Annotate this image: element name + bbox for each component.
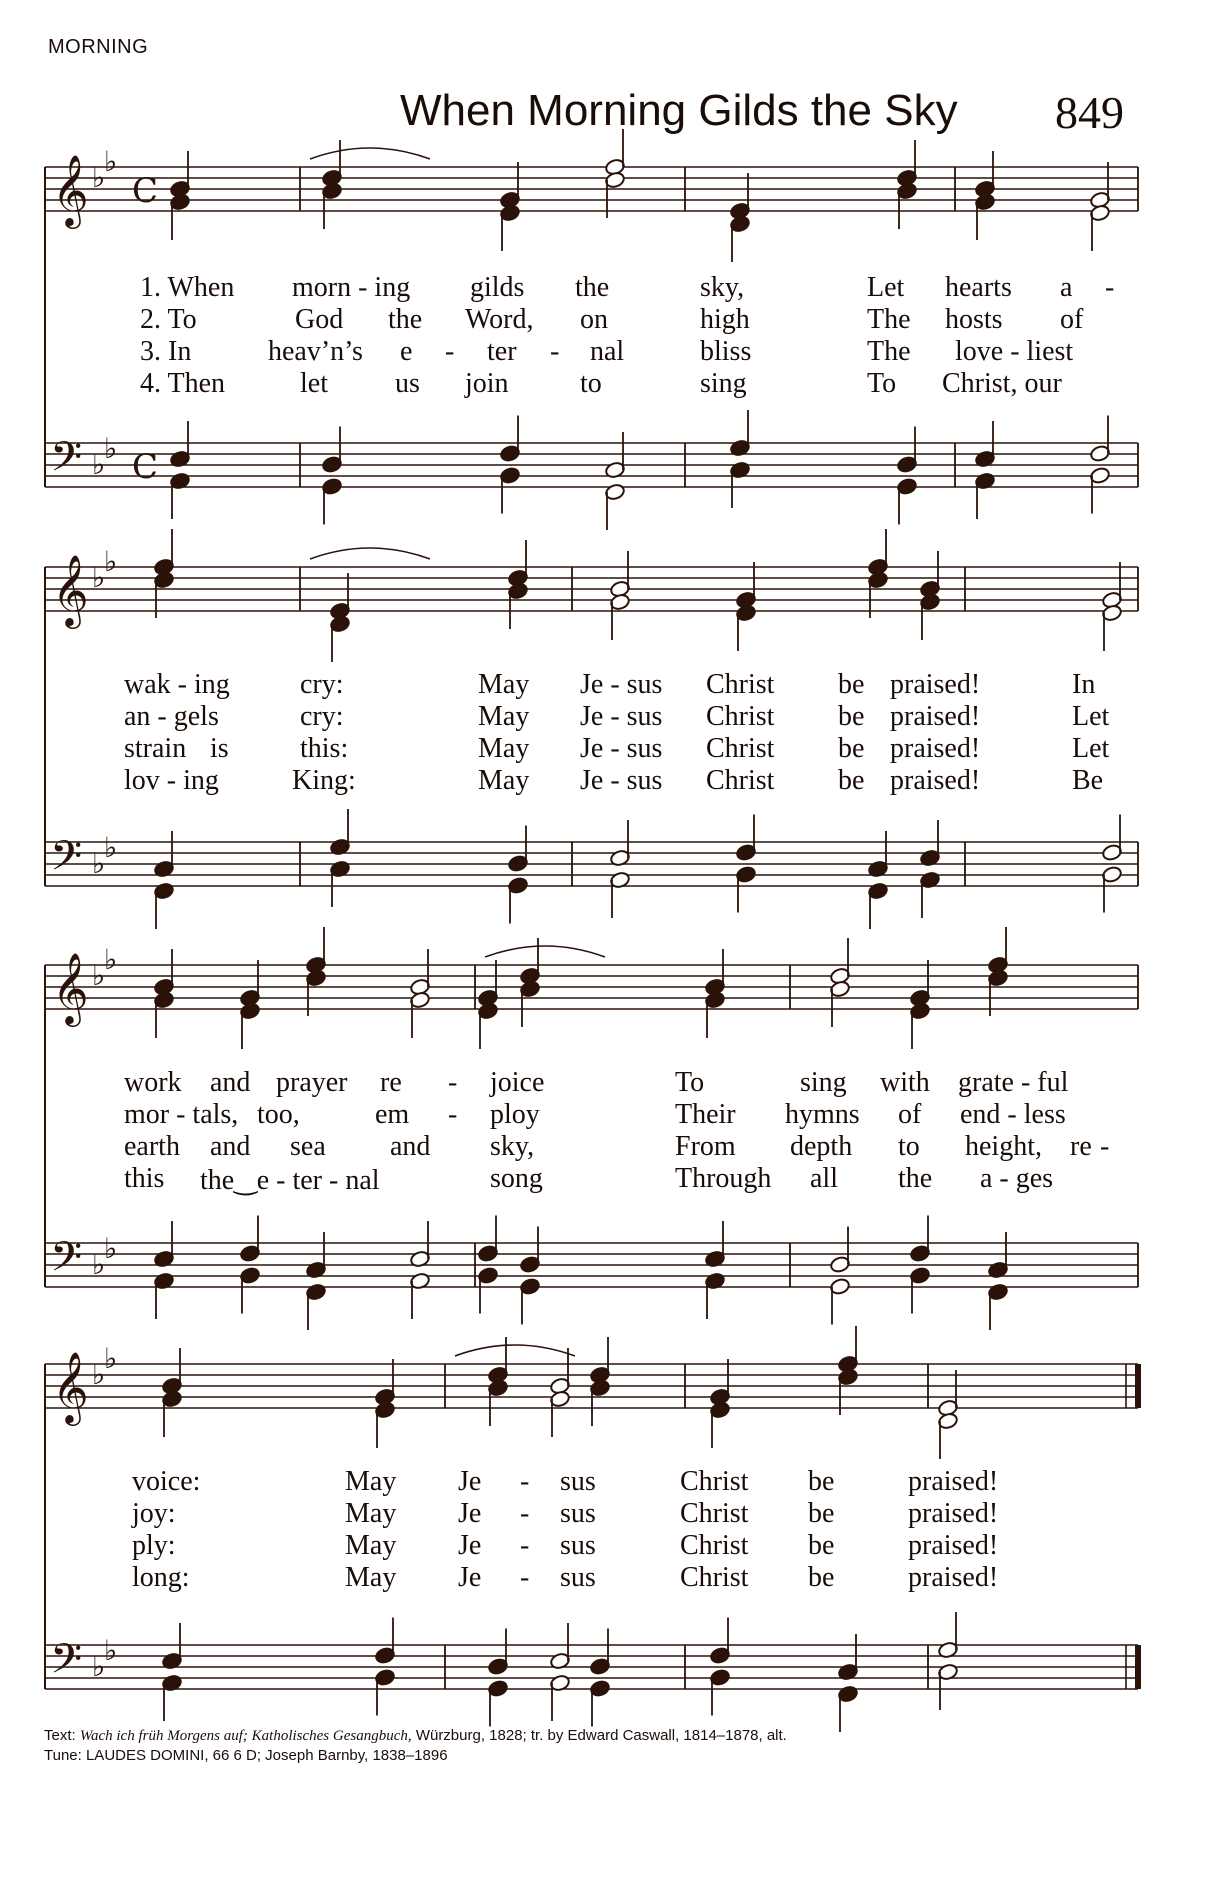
lyric-syllable: earth [124,1131,180,1162]
lyric-syllable: ploy [490,1099,540,1130]
lyric-syllable: praised! [908,1498,999,1529]
lyric-syllable: love - liest [955,336,1074,367]
lyric-syllable: end - less [960,1099,1066,1130]
lyric-syllable: Let [1072,733,1110,764]
lyric-syllable: Christ [706,701,775,732]
lyric-syllable: voice: [132,1466,201,1497]
lyric-syllable: Through [675,1163,772,1194]
lyric-syllable: grate - ful [958,1067,1069,1098]
lyric-syllable: cry: [300,701,344,732]
lyric-syllable: on [580,304,608,335]
flat-sign: ♭ [104,145,118,178]
lyric-syllable: May [345,1466,397,1497]
lyric-syllable: Je [458,1530,482,1561]
lyric-syllable: - [520,1562,530,1593]
lyric-syllable: be [808,1466,835,1497]
lyric-syllable: sky, [700,272,745,303]
lyric-syllable: long: [132,1562,190,1593]
lyric-syllable: all [810,1163,838,1194]
lyric-syllable: us [395,368,420,399]
lyric-syllable: an - gels [124,701,219,732]
lyric-syllable: ply: [132,1530,176,1561]
lyric-syllable: - [520,1498,530,1529]
treble-clef: 𝄞 [52,951,89,1024]
lyric-syllable: song [490,1163,543,1194]
lyric-syllable: too, [257,1099,300,1130]
hymn-number: 849 [1055,87,1124,138]
final-barline [1135,1645,1141,1689]
lyric-syllable: Christ [706,669,775,700]
lyric-syllable: depth [790,1131,853,1162]
lyric-syllable: be [808,1498,835,1529]
lyric-syllable: praised! [890,701,981,732]
lyric-syllable: 1. When [140,272,235,303]
credits [44,1726,787,1765]
lyric-syllable: To [867,368,897,399]
lyric-syllable: praised! [908,1530,999,1561]
hymn-title: When Morning Gilds the Sky [400,86,958,135]
slur [455,1345,575,1356]
lyric-syllable: sus [560,1466,596,1497]
lyric-syllable: - [550,336,560,367]
lyric-syllable: be [808,1530,835,1561]
lyric-syllable: Je - sus [580,669,663,700]
bass-clef: 𝄢 [50,832,83,890]
slur [310,148,430,159]
lyric-syllable: - [1105,272,1115,303]
lyric-syllable: praised! [908,1466,999,1497]
text-credit: Text: Wach ich früh Morgens auf; Katholisches Gesangbuch, Würzburg, 1828; tr. by Edward Caswall, 1814–1878, alt. [44,1727,787,1744]
lyric-syllable: of [898,1099,922,1130]
lyric-syllable: sing [800,1067,847,1098]
slur [485,946,605,957]
lyric-syllable: sea [290,1131,326,1162]
lyric-syllable: bliss [700,336,752,367]
lyric-syllable: Christ [680,1530,749,1561]
lyric-syllable: hymns [785,1099,860,1130]
lyric-syllable: be [808,1562,835,1593]
lyric-syllable: this [124,1163,165,1194]
flat-sign: ♭ [104,432,118,465]
lyric-syllable: May [478,765,530,796]
lyric-syllable: praised! [890,733,981,764]
lyric-syllable: to [898,1131,920,1162]
flat-sign: ♭ [104,1342,118,1375]
lyric-syllable: the [898,1163,933,1194]
lyric-syllable: King: [292,765,356,796]
lyric-syllable: re [1070,1131,1092,1162]
lyric-syllable: strain [124,733,187,764]
lyric-syllable: In [1072,669,1096,700]
lyric-syllable: sky, [490,1131,535,1162]
lyric-syllable: May [345,1498,397,1529]
flat-sign: ♭ [92,1248,106,1281]
flat-sign: ♭ [92,847,106,880]
lyric-syllable: Christ [706,765,775,796]
treble-clef: 𝄞 [52,153,89,226]
lyric-syllable: be [838,765,865,796]
tune-credit: Tune: LAUDES DOMINI, 66 6 D; Joseph Barnby, 1838–1896 [44,1747,448,1764]
lyric-syllable: cry: [300,669,344,700]
lyric-syllable: praised! [890,669,981,700]
lyric-syllable: Be [1072,765,1104,796]
flat-sign: ♭ [104,545,118,578]
lyric-syllable: Christ [680,1562,749,1593]
lyric-syllable: Christ, our [942,368,1062,399]
treble-clef: 𝄞 [52,1350,89,1423]
lyric-syllable: high [700,304,750,335]
time-signature: C [132,171,159,211]
lyric-syllable: sus [560,1562,596,1593]
lyric-syllable: join [465,368,509,399]
lyric-syllable: sus [560,1498,596,1529]
lyric-syllable: morn - ing [292,272,411,303]
lyric-syllable: The [867,336,911,367]
lyric-syllable: be [838,669,865,700]
lyric-syllable: be [838,701,865,732]
lyric-syllable: and [210,1131,251,1162]
flat-sign: ♭ [92,1358,106,1391]
lyric-syllable: mor - tals, [124,1099,239,1130]
lyric-syllable: height, [965,1131,1042,1162]
lyric-syllable: the [575,272,610,303]
lyric-syllable: May [478,733,530,764]
lyric-syllable: Word, [465,304,534,335]
lyric-syllable: em [375,1099,410,1130]
lyric-syllable: Je - sus [580,733,663,764]
lyric-syllable: of [1060,304,1084,335]
lyric-syllable: May [345,1530,397,1561]
flat-sign: ♭ [92,448,106,481]
lyric-syllable: lov - ing [124,765,219,796]
lyric-syllable: the‿e - ter - nal [200,1165,380,1196]
lyric-syllable: Je [458,1498,482,1529]
lyric-syllable: - [520,1466,530,1497]
time-signature: C [132,447,159,487]
lyric-syllable: joy: [132,1498,176,1529]
lyric-syllable: hearts [945,272,1012,303]
lyric-syllable: May [478,701,530,732]
lyric-syllable: To [675,1067,705,1098]
lyric-syllable: joice [490,1067,545,1098]
bass-clef: 𝄢 [50,433,83,491]
section-label: MORNING [48,36,149,58]
lyric-syllable: - [448,1099,458,1130]
slur [310,548,430,559]
flat-sign: ♭ [104,831,118,864]
lyric-syllable: - [448,1067,458,1098]
bass-clef: 𝄢 [50,1635,83,1693]
lyric-syllable: with [880,1067,930,1098]
lyric-syllable: Christ [706,733,775,764]
lyric-syllable: Their [675,1099,736,1130]
lyric-syllable: May [345,1562,397,1593]
lyric-syllable: the [388,304,423,335]
lyric-syllable: re [380,1067,402,1098]
flat-sign: ♭ [104,1634,118,1667]
lyric-syllable: to [580,368,602,399]
lyric-syllable: Je - sus [580,765,663,796]
lyric-syllable: God [295,304,344,335]
lyric-syllable: praised! [890,765,981,796]
lyric-syllable: prayer [276,1067,348,1098]
treble-clef: 𝄞 [52,553,89,626]
lyric-syllable: a [1060,272,1073,303]
lyric-syllable: be [838,733,865,764]
lyric-syllable: ter [487,336,517,367]
lyric-syllable: Christ [680,1498,749,1529]
bass-clef: 𝄢 [50,1233,83,1291]
lyric-syllable: From [675,1131,736,1162]
lyric-syllable: work [124,1067,182,1098]
lyric-syllable: 3. In [140,336,192,367]
lyric-syllable: gilds [470,272,525,303]
lyric-syllable: hosts [945,304,1003,335]
lyric-syllable: is [210,733,229,764]
lyric-syllable: sing [700,368,747,399]
lyric-syllable: Je [458,1562,482,1593]
lyric-syllable: e [400,336,413,367]
lyric-syllable: this: [300,733,349,764]
lyric-syllable: praised! [908,1562,999,1593]
lyric-syllable: Je [458,1466,482,1497]
flat-sign: ♭ [92,959,106,992]
lyric-syllable: Christ [680,1466,749,1497]
lyric-syllable: and [390,1131,431,1162]
lyric-syllable: 2. To [140,304,197,335]
final-barline [1135,1364,1141,1408]
lyric-syllable: and [210,1067,251,1098]
lyric-syllable: Let [867,272,905,303]
lyric-syllable: let [300,368,328,399]
lyric-syllable: nal [590,336,625,367]
lyric-syllable: Je - sus [580,701,663,732]
lyric-syllable: wak - ing [124,669,230,700]
flat-sign: ♭ [92,161,106,194]
lyric-syllable: heav’n’s [268,336,363,367]
lyric-syllable: The [867,304,911,335]
lyric-syllable: 4. Then [140,368,226,399]
lyric-syllable: sus [560,1530,596,1561]
lyric-syllable: a - ges [980,1163,1054,1194]
lyric-syllable: - [1100,1131,1110,1162]
flat-sign: ♭ [92,561,106,594]
flat-sign: ♭ [92,1650,106,1683]
lyric-syllable: May [478,669,530,700]
lyric-syllable: - [520,1530,530,1561]
lyric-syllable: - [445,336,455,367]
lyric-syllable: Let [1072,701,1110,732]
flat-sign: ♭ [104,943,118,976]
flat-sign: ♭ [104,1232,118,1265]
